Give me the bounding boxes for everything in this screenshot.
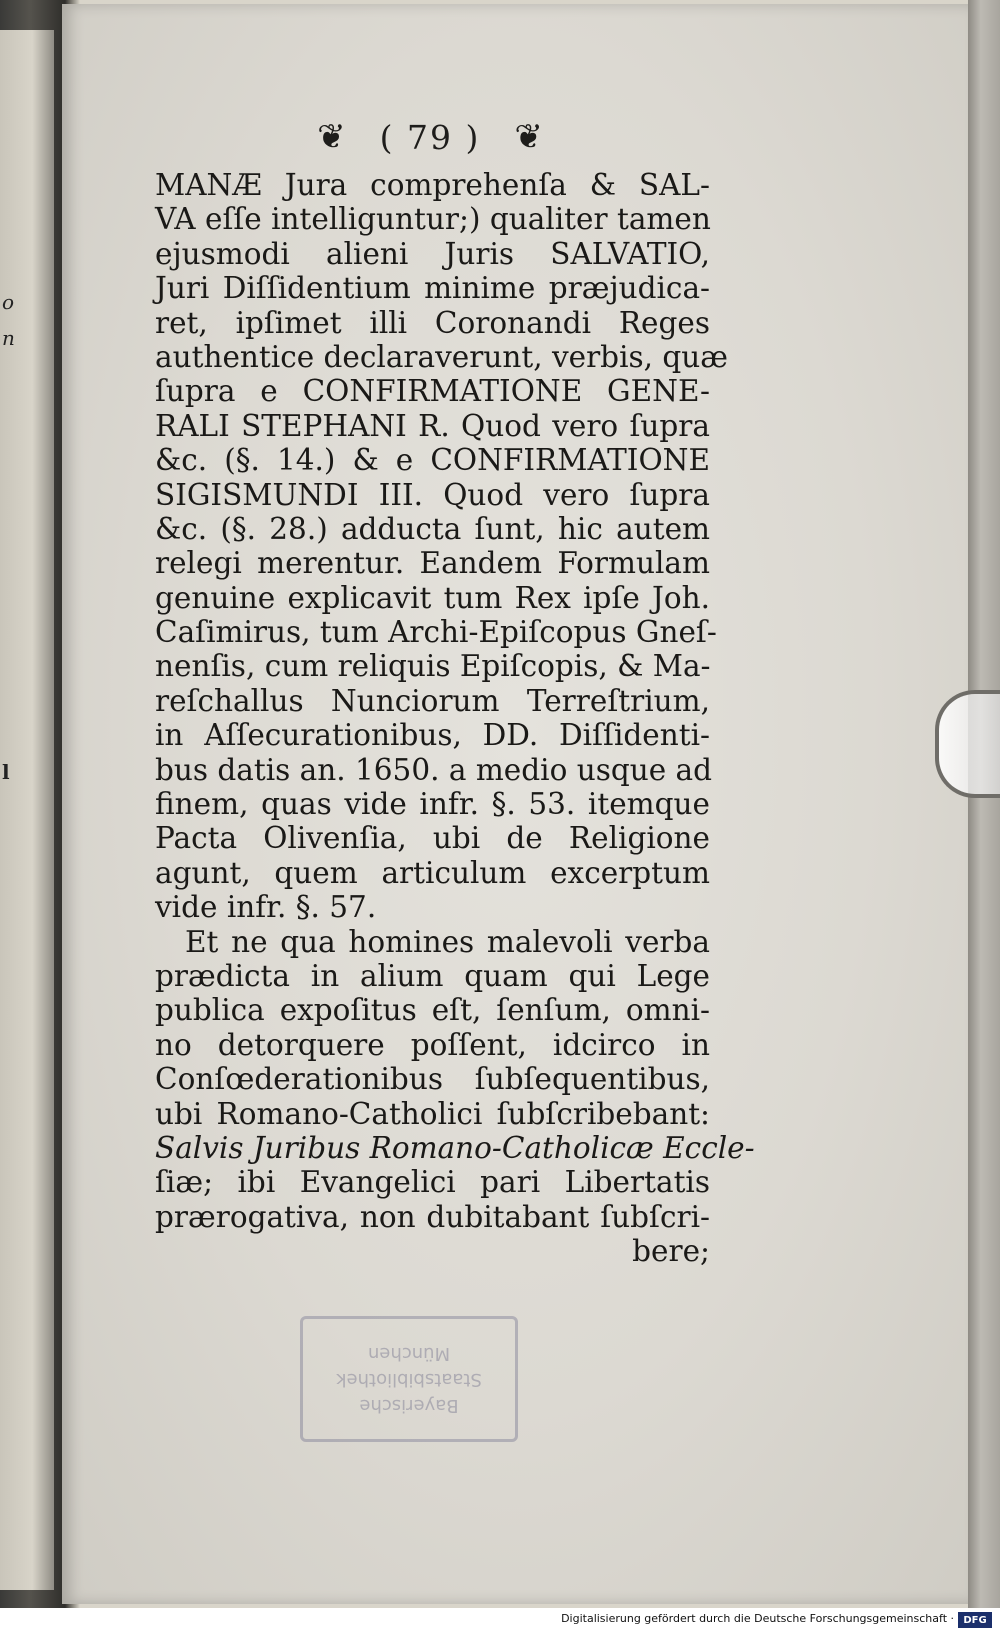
text-line: MANÆ Jura comprehenſa & SAL- — [155, 168, 710, 202]
text-line: Juri Diſſidentium minime præjudica- — [155, 271, 710, 306]
text-line: ubi Romano-Catholici ſubſcribebant: — [155, 1096, 710, 1131]
text-line: VA eſſe intelliguntur;) qualiter tamen — [155, 202, 711, 237]
volume-edge — [968, 0, 1000, 1608]
text-line: prærogativa, non dubitabant ſubſcri- — [155, 1199, 710, 1234]
text-line: relegi merentur. Eandem Formulam — [155, 546, 710, 581]
left-neighbor-page — [0, 30, 54, 1590]
margin-mark: n — [2, 326, 15, 350]
text-line: bus datis an. 1650. a medio usque ad — [155, 752, 713, 787]
text-line: no detorquere poſſent, idcirco in — [155, 1027, 710, 1062]
footer-bar — [0, 1608, 1000, 1634]
text-line: ſiæ; ibi Evangelici pari Libertatis — [155, 1165, 710, 1200]
stamp-line: Staatsbibliothek — [336, 1369, 482, 1390]
text-line: Conſœderationibus ſubſequentibus, — [155, 1062, 710, 1097]
page-header — [290, 112, 570, 162]
text-line: Caſimirus, tum Archi-Epiſcopus Gneſ- — [155, 615, 717, 650]
text-line: &c. (§. 28.) adducta ſunt, hic autem — [155, 511, 710, 546]
margin-mark: l — [2, 760, 10, 784]
text-line: ret, ipſimet illi Coronandi Reges — [155, 305, 710, 340]
digitization-credit: Digitalisierung gefördert durch die Deutsche Forschungsgemeinschaft · — [561, 1612, 954, 1625]
text-line: vide infr. §. 57. — [155, 890, 377, 925]
text-line: authentice declaraverunt, verbis, quæ — [155, 339, 729, 374]
ornament-left-icon: ❦ — [317, 117, 346, 157]
page-number: ( 79 ) — [379, 117, 481, 157]
page-clip — [935, 690, 1000, 798]
dfg-logo: DFG — [958, 1612, 992, 1628]
library-stamp — [300, 1316, 518, 1442]
ornament-right-icon: ❦ — [514, 117, 543, 157]
text-line: Pacta Olivenſia, ubi de Religione — [155, 821, 710, 856]
body-text — [155, 168, 755, 1269]
text-line: agunt, quem articulum excerptum — [155, 855, 710, 890]
catchword: bere; — [632, 1234, 710, 1269]
text-line: finem, quas vide infr. §. 53. itemque — [155, 787, 710, 822]
text-line: Salvis Juribus Romano-Catholicæ Eccle- — [155, 1130, 755, 1165]
stamp-line: Bayerische — [359, 1395, 459, 1416]
text-line: prædicta in alium quam qui Lege — [155, 958, 710, 993]
text-line: ſupra e CONFIRMATIONE GENE- — [155, 374, 710, 409]
text-line: SIGISMUNDI III. Quod vero ſupra — [155, 477, 710, 512]
margin-mark: o — [2, 290, 15, 314]
text-line: &c. (§. 14.) & e CONFIRMATIONE — [155, 443, 710, 478]
text-line: RALI STEPHANI R. Quod vero ſupra — [155, 408, 710, 443]
text-line: publica expoſitus eſt, ſenſum, omni- — [155, 993, 710, 1028]
text-line: nenſis, cum reliquis Epiſcopis, & Ma- — [155, 649, 711, 684]
text-line: reſchallus Nunciorum Terreſtrium, — [155, 683, 710, 718]
text-line: genuine explicavit tum Rex ipſe Joh. — [155, 580, 710, 615]
text-line: ejusmodi alieni Juris SALVATIO, — [155, 236, 710, 271]
stamp-line: München — [367, 1343, 451, 1364]
text-line: in Aſſecurationibus, DD. Diſſidenti- — [155, 718, 710, 753]
text-line: Et ne qua homines malevoli verba — [185, 924, 710, 959]
